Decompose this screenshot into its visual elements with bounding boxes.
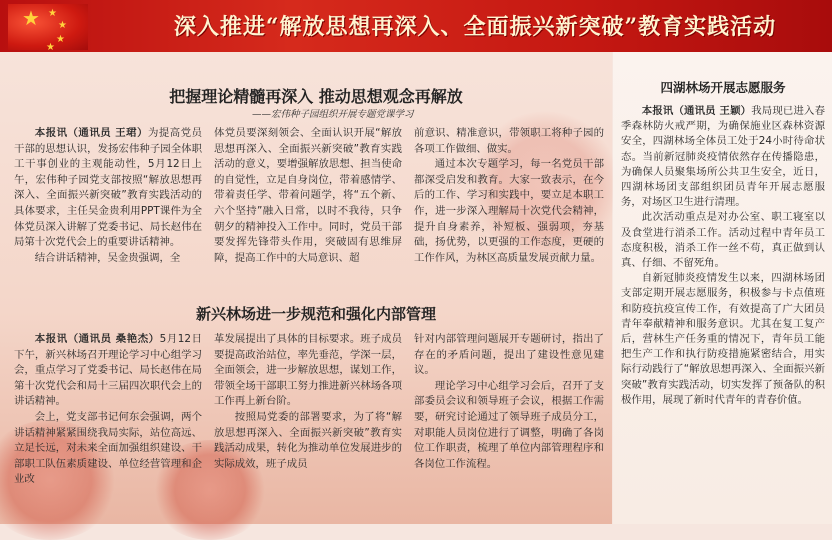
article2-column-3: [414, 332, 604, 472]
article2-column-2: [214, 332, 402, 472]
article1-paragraph: 通过本次专题学习，每一名党员干部都深受启发和教育。大家一致表示，在今后的工作、学习和实践中，要立足本职工作，进一步深入理解局十次党代会精神，提升自身素养，补短板、强弱项，夯基础，扬优势，以更强的工作态度，更硬的工作作风，为林区高质量发展贡献力量。: [414, 158, 604, 264]
article1-paragraph: 体党员要深刻领会、全面认识开展“解放思想再深入、全面振兴新突破”教育实践活动的意义，要增强解放思想、担当使命的自觉性，立足自身岗位，带着感情学、带着责任学、带着问题学，将“五个新、六个坚持”融入日常，以时不我待，只争朝夕的精神投入工作中。同时，党员干部要发挥先锋带头作用，突破固有思维屏障，提高工作中的大局意识、超: [214, 127, 402, 264]
star-icon: ★: [22, 6, 40, 30]
star-icon: ★: [46, 42, 55, 52]
article1-column-2: [214, 126, 402, 266]
article1-title: 把握理论精髓再深入 推动思想观念再解放: [169, 87, 463, 106]
article2-column-1: [14, 332, 202, 488]
star-icon: ★: [56, 34, 65, 45]
article2-paragraph: 按照局党委的部署要求，为了将“解放思想再深入、全面振兴新突破”教育实践活动成果，转化为推动单位发展进步的实际成效，班子成员: [214, 410, 402, 470]
article1-paragraph: 前意识、精准意识，带领职工将种子园的各项工作做细、做实。: [414, 127, 604, 155]
article1-column-3: [414, 126, 604, 266]
article3-paragraph: 我局现已进入春季森林防火戒严期，为确保施业区森林资源安全，四湖林场全体员工处于24小时待命状态。当前新冠肺炎疫情依然存在传播隐患，为确保人员聚集场所公共卫生安全，近日，四湖林场团支部组织团员青年开展志愿服务，对场区卫生进行清理。: [621, 105, 826, 209]
article2-paragraph: 5月12日下午，新兴林场召开理论学习中心组学习会，重点学习了党委书记、局长赵伟在局第十次党代会和局十三届四次职代会上的讲话精神。: [14, 333, 202, 408]
article3-paragraph: 此次活动重点是对办公室、职工寝室以及食堂进行消杀工作。活动过程中青年员工态度积极，消杀工作一丝不苟，真正做到认真、仔细、不留死角。: [621, 211, 825, 270]
article1-paragraph: 为提高党员干部的思想认识，发扬宏伟种子园全体职工干事创业的主观能动性，5月12日上午，宏伟种子园党支部按照“解放思想再深入、全面振兴新突破”教育实践活动的具体要求，主任吴金贵利用PPT课件为全体党员深入讲解了党委书记、局长赵伟在局第十次党代会上的重要讲话精神。: [14, 127, 202, 249]
header-banner: [0, 0, 832, 52]
article2-title: 新兴林场进一步规范和强化内部管理: [195, 305, 436, 323]
article2-paragraph: 理论学习中心组学习会后，召开了支部委员会议和领导班子会议，根据工作需要，研究讨论通过了领导班子成员分工，对职能人员岗位进行了调整，明确了各岗位工作职责，梳理了单位内部管理程序和各岗位工作流程。: [414, 379, 604, 470]
article1-column-1: [14, 126, 202, 266]
article2-paragraph: 会上，党支部书记何东会强调，两个讲话精神紧紧围绕我局实际，站位高远、立足长远，对未来全面加强组织建设、干部职工队伍素质建设、单位经营管理和企业改: [14, 410, 202, 486]
article3-paragraph: 自新冠肺炎疫情发生以来，四湖林场团支部定期开展志愿服务，积极参与卡点值班和防疫抗疫宣传工作，有效提高了广大团员青年奉献精神和服务意识。尤其在复工复产后，营林生产任务重的情况下，青年员工能把生产工作和执行防疫措施紧密结合，用实际行动践行了“解放思想再深入、全面振兴新突破”教育实践活动，切实发挥了预备队的积极作用，展现了新时代青年的青春价值。: [621, 272, 825, 406]
article1-byline: 本报讯（通讯员 王珺）: [34, 127, 148, 139]
article1-paragraph: 结合讲话精神，吴金贵强调，全: [34, 251, 181, 264]
article3-byline: 本报讯（通讯员 王颖）: [641, 105, 752, 117]
star-icon: ★: [58, 20, 67, 31]
article2-paragraph: 针对内部管理问题展开专题研讨，指出了存在的矛盾问题，提出了建设性意见建议。: [414, 333, 604, 377]
article3-title: 四湖林场开展志愿服务: [660, 80, 786, 95]
article2-byline: 本报讯（通讯员 桑艳杰）: [34, 333, 160, 345]
article3-column: [621, 104, 825, 408]
banner-title: 深入推进“解放思想再深入、全面振兴新突破”教育实践活动: [173, 14, 777, 40]
article2-paragraph: 革发展提出了具体的目标要求。班子成员要提高政治站位，率先垂范，学深一层，全面领会，进一步解放思想，谋划工作，带领全场干部职工努力推进新兴林场各项工作再上新台阶。: [214, 333, 402, 408]
star-icon: ★: [48, 8, 57, 19]
article1-subtitle: ——宏伟种子园组织开展专题党课学习: [252, 109, 414, 120]
